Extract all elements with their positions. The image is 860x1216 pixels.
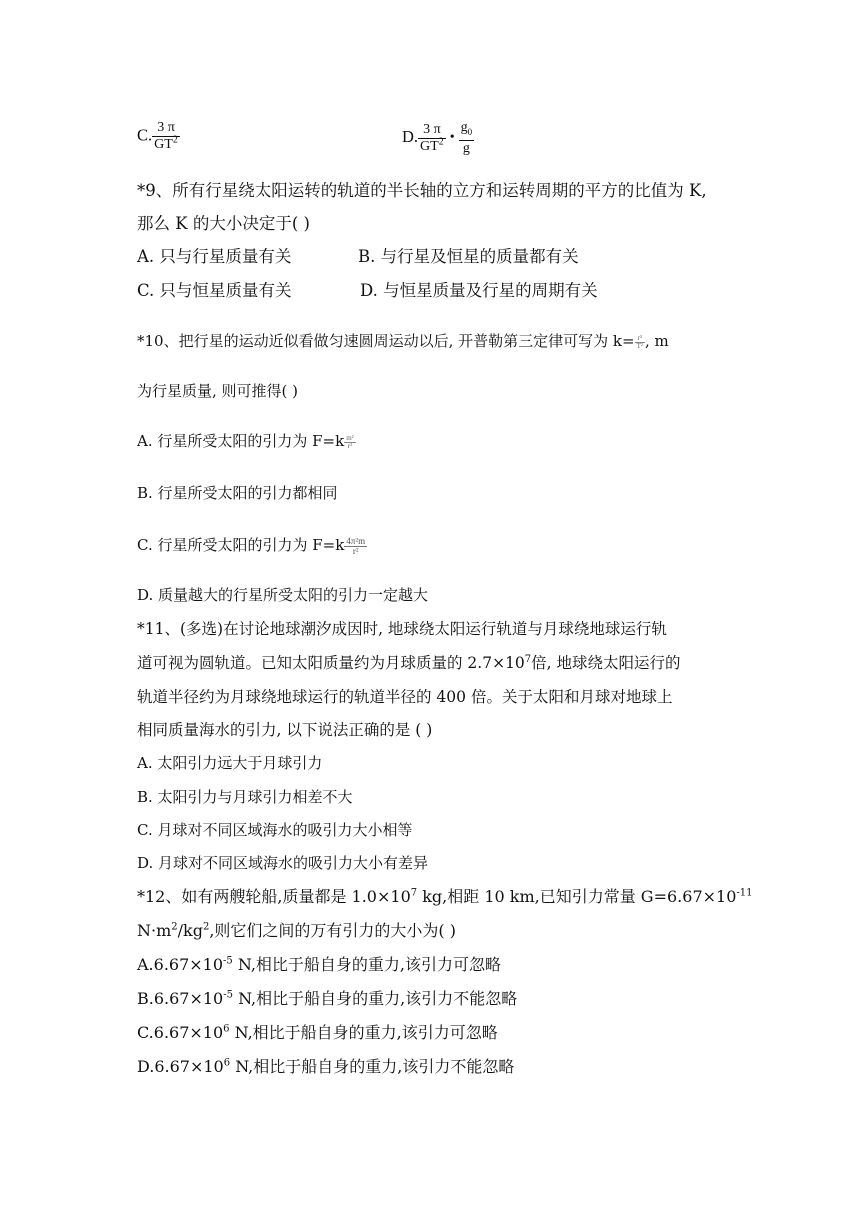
multiply-dot: • [449, 130, 455, 146]
q11-stem-line4: 相同质量海水的引力, 以下说法正确的是 ( ) [137, 721, 433, 739]
q10-option-a: A. 行星所受太阳的引力为 F=k $\frac{\text{m²}}{\text{r²}}$ [137, 432, 354, 450]
q9-stem-line2: 那么 K 的大小决定于( ) [137, 214, 310, 233]
q11-stem-line1: *11、(多选)在讨论地球潮汐成因时, 地球绕太阳运行轨道与月球绕地球运行轨 [137, 620, 667, 638]
q8-option-d-fraction: $\frac{3 \pi}{GT^2}$ [420, 121, 444, 154]
q8-option-d-label: D. [402, 127, 419, 147]
q12-stem-line2: $N\cdot m^2/kg^2$,则它们之间的万有引力的大小为( ) [137, 921, 457, 940]
q11-stem-line3: 轨道半径约为月球绕地球运行的轨道半径的 400 倍。关于太阳和月球对地球上 [137, 688, 673, 706]
q10-kepler-fraction: $\frac{\text{r³}}{\text{T²}}$ [636, 333, 643, 350]
q11-option-b: B. 太阳引力与月球引力相差不大 [137, 788, 353, 806]
q12-stem-line1: *12、如有两艘轮船,质量都是 $1.0\times 10^7$ kg,相距 10 km,已知引力常量 $G=6.67\times 10^{-11}$ [137, 887, 753, 906]
q10-option-c-fraction: $\frac{\text{4π²m}}{\text{r²}}$ [346, 535, 366, 556]
q9-option-c: C. 只与恒星质量有关 [137, 281, 292, 300]
q11-stem-line2: 道可视为圆轨道。已知太阳质量约为月球质量的 $2.7\times 10^7$倍, 地球绕太阳运行的 [137, 653, 681, 672]
q9-option-a: A. 只与行星质量有关 [137, 247, 292, 266]
q12-option-c: $C.6.67\times 10^6$ N,相比于船自身的重力,该引力可忽略 [137, 1023, 498, 1042]
q10-option-d: D. 质量越大的行星所受太阳的引力一定越大 [137, 586, 429, 604]
q12-option-a: $A.6.67\times 10^{-5}$ N,相比于船自身的重力,该引力可忽略 [137, 955, 502, 974]
q10-stem-line2: 为行星质量, 则可推得( ) [137, 382, 299, 400]
q8-option-d [402, 120, 474, 157]
q11-option-c: C. 月球对不同区域海水的吸引力大小相等 [137, 821, 413, 839]
q12-option-d: $D.6.67\times 10^6$ N,相比于船自身的重力,该引力不能忽略 [137, 1057, 515, 1076]
q9-option-d: D. 与恒星质量及行星的周期有关 [360, 281, 598, 300]
q8-option-c-label: C. [137, 125, 153, 145]
q10-stem-line1: *10、把行星的运动近似看做匀速圆周运动以后, 开普勒第三定律可写为 k= $\frac{\text{r³}}{\text{T²}}$ , m [137, 332, 669, 350]
q9-stem-line1: *9、所有行星绕太阳运转的轨道的半长轴的立方和运转周期的平方的比值为 K, [137, 181, 707, 200]
q9-option-b: B. 与行星及恒星的质量都有关 [358, 247, 579, 266]
q11-option-d: D. 月球对不同区域海水的吸引力大小有差异 [137, 854, 429, 872]
q11-option-a: A. 太阳引力远大于月球引力 [137, 754, 323, 772]
q12-option-b: $B.6.67\times 10^{-5}$ N,相比于船自身的重力,该引力不能忽略 [137, 989, 518, 1008]
q10-option-c: C. 行星所受太阳的引力为 F=k $\frac{\text{4π²m}}{\text{r²}}$ [137, 535, 366, 556]
q8-option-d-fraction2: $\frac{g_0}{g}$ [460, 120, 473, 156]
q10-option-a-fraction: $\frac{\text{m²}}{\text{r²}}$ [346, 433, 354, 450]
q8-option-c [137, 120, 180, 153]
q10-option-b: B. 行星所受太阳的引力都相同 [137, 484, 338, 502]
q8-option-c-fraction: $\frac{3 \pi}{GT^2}$ [154, 120, 178, 152]
